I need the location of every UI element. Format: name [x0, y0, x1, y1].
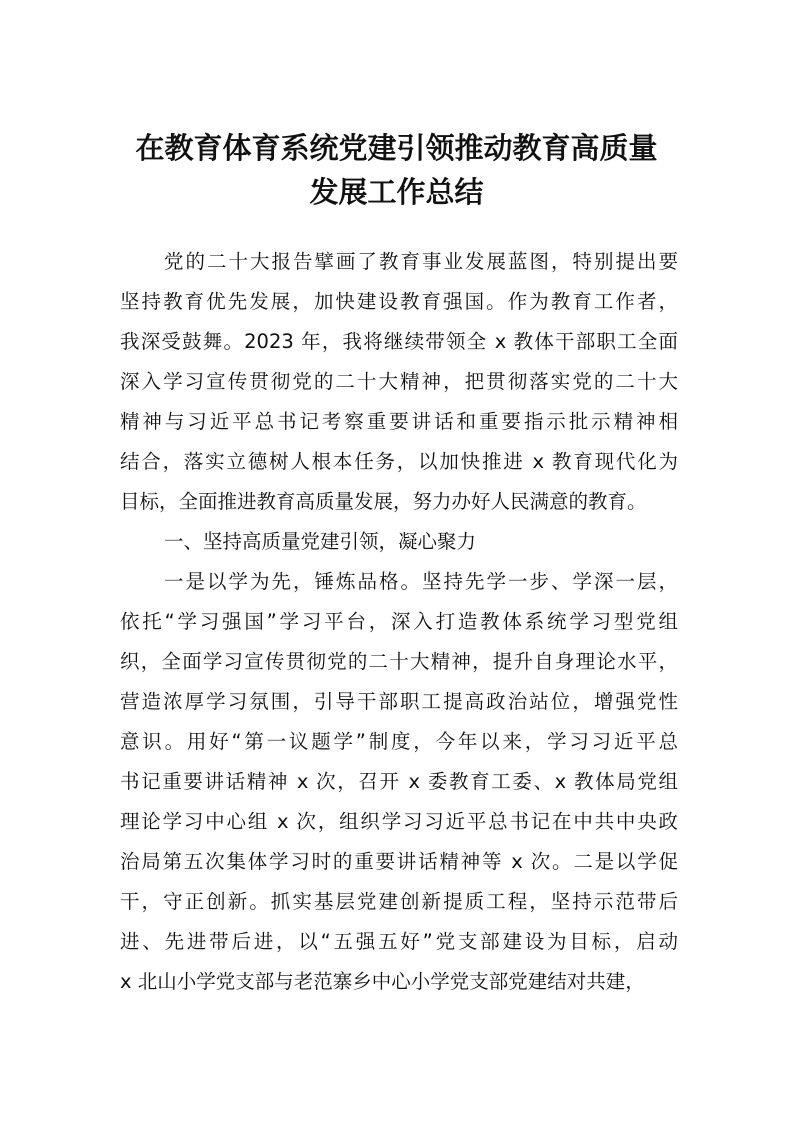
text-line: 坚持教育优先发展，加快建设教育强国。作为教育工作者， — [120, 290, 678, 313]
section-heading — [120, 522, 678, 562]
text-line: 一是以学为先，锤炼品格。坚持先学一步、学深一层， — [164, 570, 678, 593]
paragraph — [120, 562, 678, 1002]
title-line-1: 在教育体育系统党建引领推动教育高质量 — [135, 131, 658, 165]
text-line: 我深受鼓舞。2023 年，我将继续带领全 x 教体干部职工全面 — [120, 330, 678, 353]
document-title — [110, 126, 683, 214]
text-line: x 北山小学党支部与老范寨乡中心小学党支部党建结对共建， — [120, 970, 645, 993]
text-line: 意识。用好“第一议题学”制度，今年以来，学习习近平总 — [120, 730, 678, 753]
text-line: 治局第五次集体学习时的重要讲话精神等 x 次。二是以学促 — [120, 850, 678, 873]
text-line: 干，守正创新。抓实基层党建创新提质工程，坚持示范带后 — [120, 890, 678, 913]
text-line: 深入学习宣传贯彻党的二十大精神，把贯彻落实党的二十大 — [120, 370, 678, 393]
text-line: 结合，落实立德树人根本任务，以加快推进 x 教育现代化为 — [120, 450, 678, 473]
text-line: 党的二十大报告擘画了教育事业发展蓝图，特别提出要 — [164, 250, 678, 273]
text-line: 进、先进带后进，以“五强五好”党支部建设为目标，启动 — [120, 930, 678, 953]
text-line: 理论学习中心组 x 次，组织学习习近平总书记在中共中央政 — [120, 810, 678, 833]
text-line: 营造浓厚学习氛围，引导干部职工提高政治站位，增强党性 — [120, 690, 678, 713]
text-line: 一、坚持高质量党建引领，凝心聚力 — [164, 530, 477, 553]
text-line: 精神与习近平总书记考察重要讲话和重要指示批示精神相 — [120, 410, 678, 433]
paragraph — [120, 242, 678, 522]
text-line: 织，全面学习宣传贯彻党的二十大精神，提升自身理论水平， — [120, 650, 678, 673]
title-line-2: 发展工作总结 — [309, 175, 484, 209]
text-line: 书记重要讲话精神 x 次，召开 x 委教育工委、x 教体局党组 — [120, 770, 678, 793]
document-body — [120, 242, 678, 1002]
text-line: 依托“学习强国”学习平台，深入打造教体系统学习型党组 — [120, 610, 678, 633]
text-line: 目标，全面推进教育高质量发展，努力办好人民满意的教育。 — [120, 490, 647, 513]
